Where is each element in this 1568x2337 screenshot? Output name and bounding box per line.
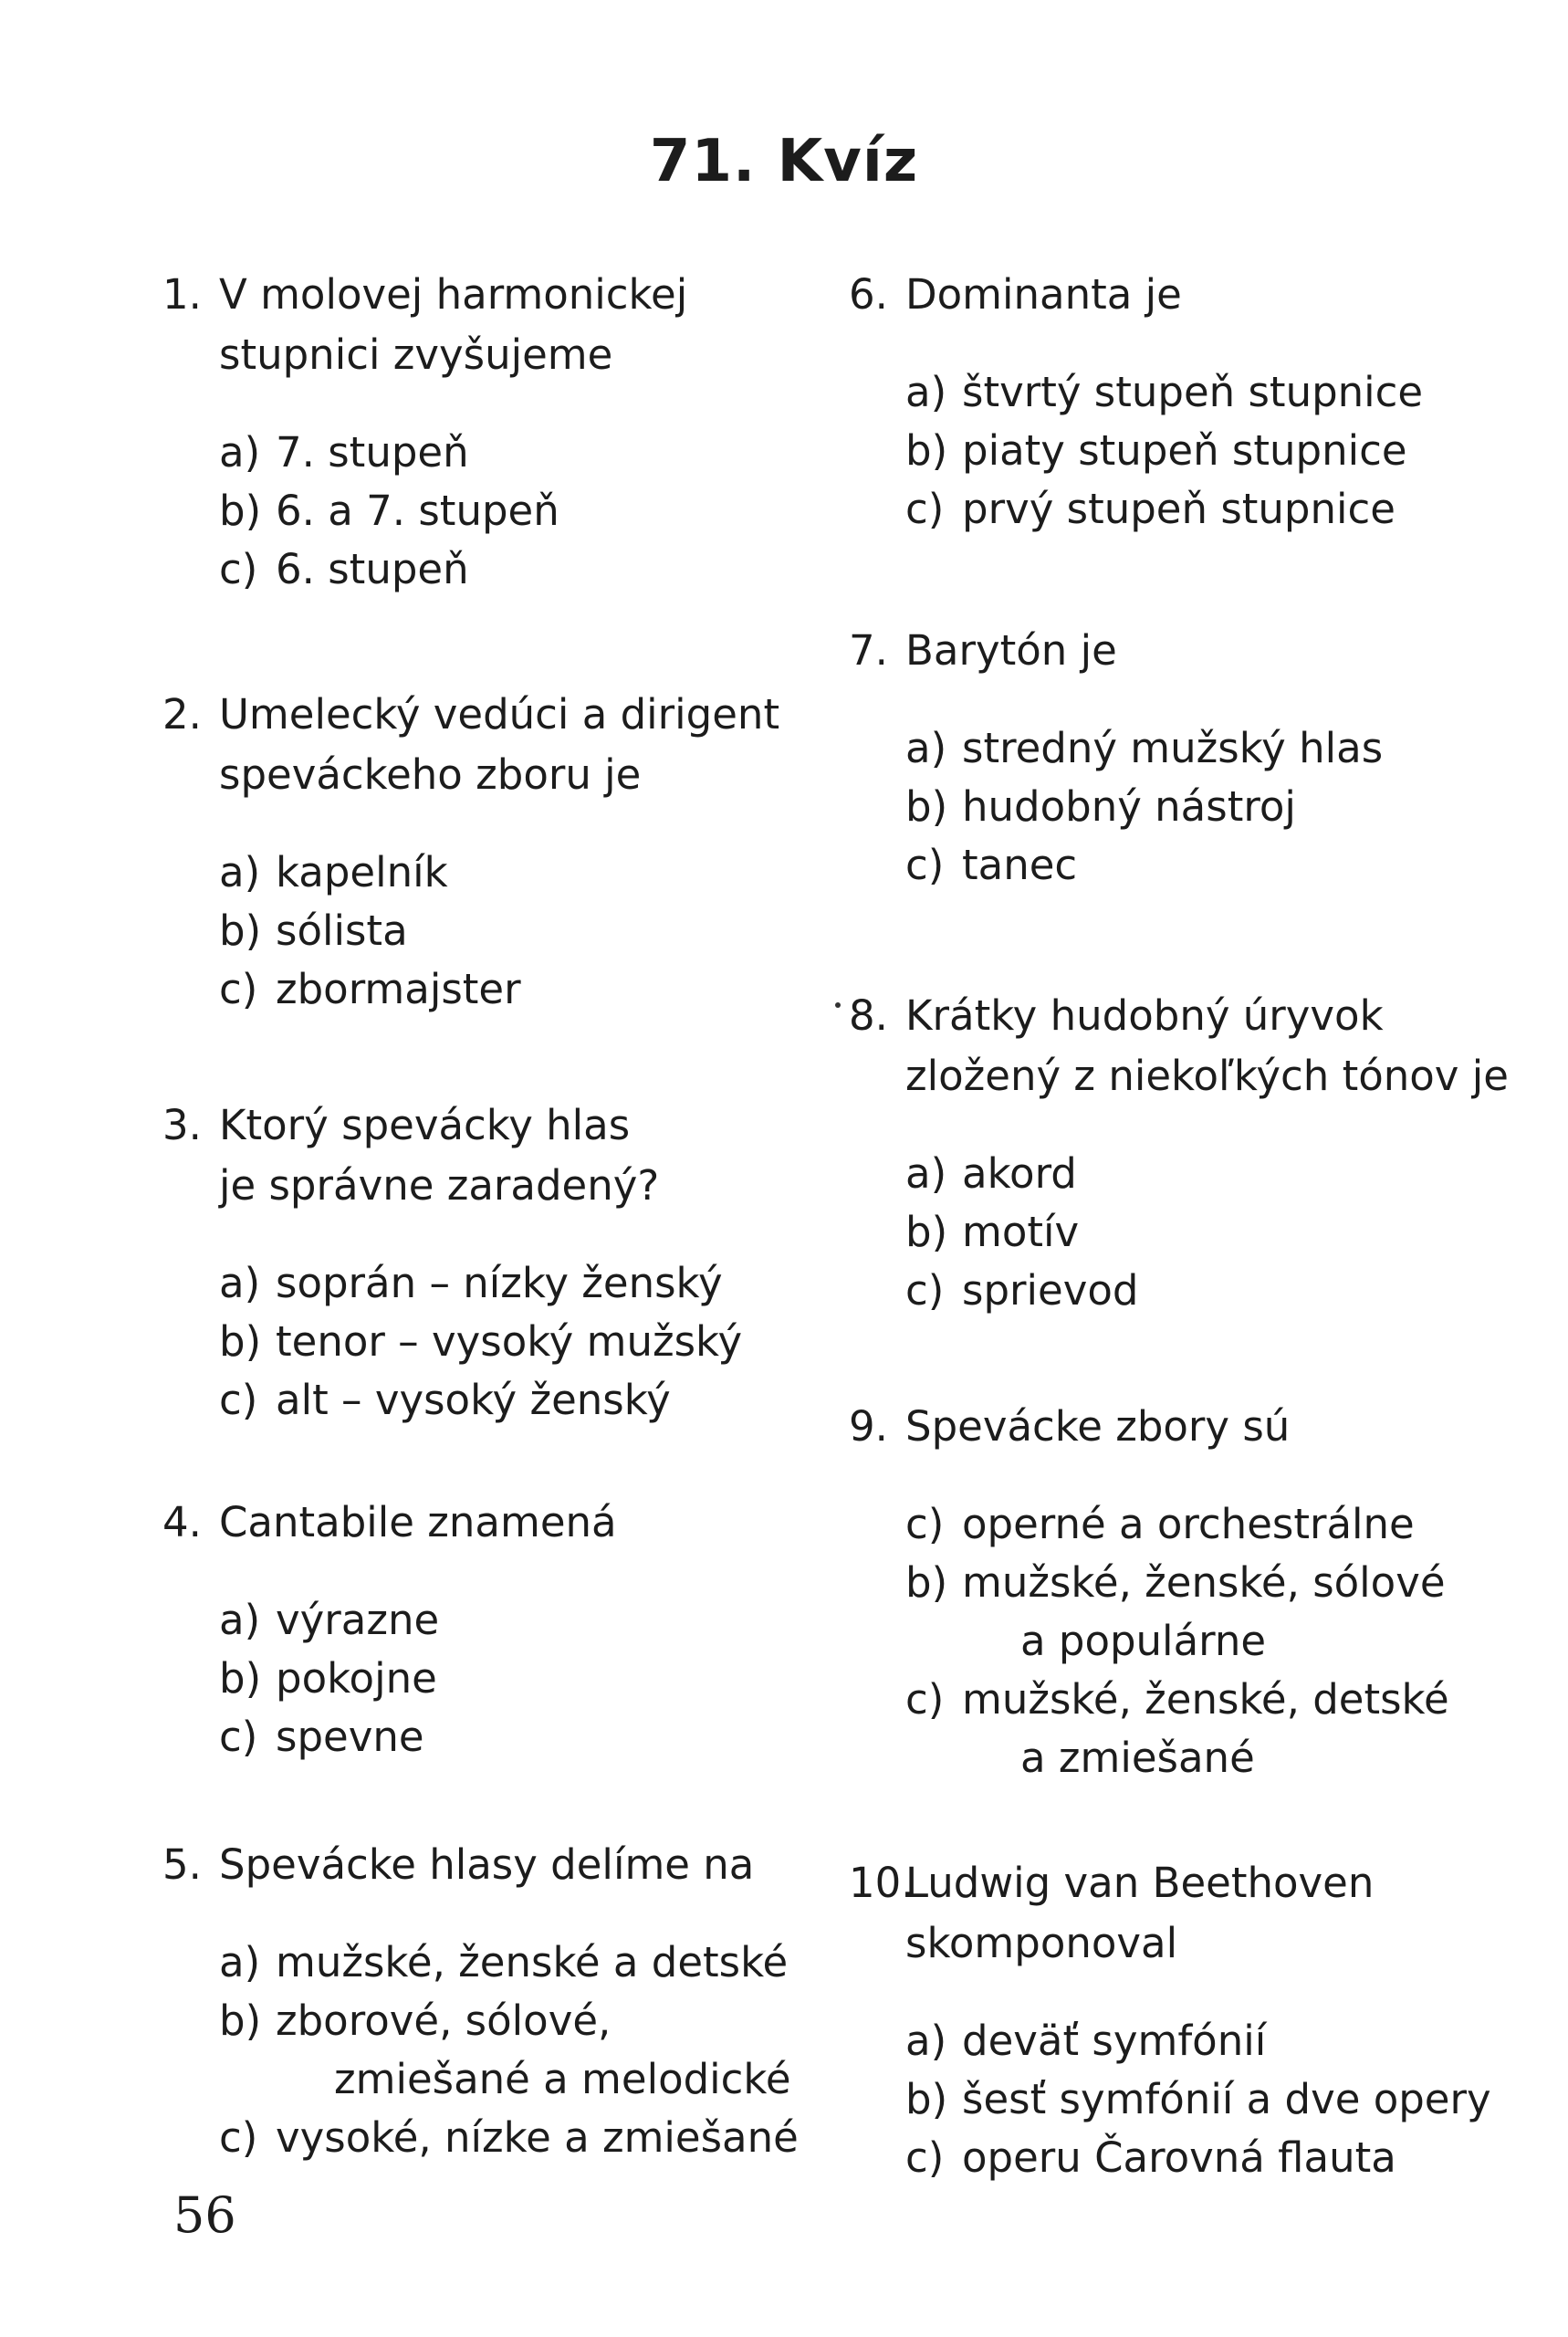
question-2 — [162, 685, 856, 1019]
answer-option — [219, 844, 856, 902]
question-10 — [849, 1853, 1542, 2187]
answer-option — [905, 1262, 1542, 1320]
question-text: Umelecký vedúci a dirigent — [219, 690, 780, 739]
question-text: stupnici zvyšujeme — [219, 330, 613, 379]
answer-option — [905, 1671, 1542, 1729]
question-text: Spevácke hlasy delíme na — [219, 1840, 755, 1889]
question-7 — [849, 621, 1542, 895]
option-letter: a) — [905, 2017, 947, 2065]
option-letter: a) — [905, 724, 947, 772]
answer-option — [219, 1708, 856, 1766]
page-title: 71. Kvíz — [649, 128, 919, 195]
option-text: pokojne — [276, 1654, 437, 1703]
question-5 — [162, 1835, 856, 2167]
answer-option — [905, 2012, 1542, 2070]
option-letter: c) — [219, 1376, 258, 1424]
option-text: 6. stupeň — [276, 545, 469, 593]
option-text: zbormajster — [276, 965, 521, 1013]
option-text: motív — [962, 1208, 1080, 1256]
option-text: 7. stupeň — [276, 428, 469, 477]
answer-option — [905, 1145, 1542, 1203]
answer-option — [905, 836, 1542, 895]
question-text: speváckeho zboru je — [219, 750, 642, 799]
option-letter: b) — [905, 1208, 948, 1256]
answer-option — [905, 778, 1542, 836]
question-text: Spevácke zbory sú — [905, 1402, 1291, 1451]
option-text: výrazne — [276, 1596, 440, 1644]
option-text: piaty stupeň stupnice — [962, 426, 1407, 475]
question-3 — [162, 1095, 856, 1430]
answer-options — [162, 1591, 856, 1766]
option-text: mužské, ženské, sólové — [962, 1558, 1446, 1607]
option-text: mužské, ženské a detské — [276, 1938, 789, 1986]
option-letter: b) — [219, 1654, 262, 1703]
option-letter: b) — [905, 782, 948, 831]
answer-options — [849, 363, 1542, 539]
option-letter: b) — [219, 487, 262, 535]
answer-option — [219, 1371, 856, 1430]
question-number: 3. — [162, 1101, 202, 1149]
question-text: je správne zaradený? — [219, 1161, 660, 1210]
answer-options — [849, 2012, 1542, 2187]
option-text: a populárne — [1020, 1617, 1267, 1665]
answer-option — [905, 480, 1542, 539]
question-number: 10. — [849, 1859, 915, 1907]
answer-options — [849, 1145, 1542, 1320]
option-letter: c) — [905, 1500, 945, 1548]
answer-option — [219, 1992, 856, 2050]
option-text: kapelník — [276, 848, 448, 896]
answer-option — [219, 902, 856, 960]
answer-option — [219, 2050, 856, 2109]
option-text: spevne — [276, 1713, 424, 1761]
answer-option — [219, 1650, 856, 1708]
option-letter: a) — [219, 1938, 261, 1986]
option-letter: b) — [905, 1558, 948, 1607]
option-letter: c) — [905, 2133, 945, 2182]
question-text: Barytón je — [905, 626, 1117, 675]
option-letter: a) — [219, 1596, 261, 1644]
option-text: hudobný nástroj — [962, 782, 1296, 831]
answer-option — [219, 482, 856, 540]
option-letter: c) — [219, 1713, 258, 1761]
answer-option — [219, 2109, 856, 2167]
answer-option — [905, 363, 1542, 422]
answer-option — [905, 2129, 1542, 2187]
page-number: 56 — [173, 2186, 236, 2244]
option-text: mužské, ženské, detské — [962, 1675, 1449, 1724]
option-letter: b) — [219, 1996, 262, 2045]
option-text: sólista — [276, 907, 408, 955]
option-letter: a) — [905, 1149, 947, 1198]
question-text: Cantabile znamená — [219, 1498, 617, 1546]
option-text: operné a orchestrálne — [962, 1500, 1415, 1548]
option-text: 6. a 7. stupeň — [276, 487, 559, 535]
question-number: 7. — [849, 626, 888, 675]
option-letter: a) — [219, 848, 261, 896]
answer-option — [219, 1591, 856, 1650]
option-letter: a) — [905, 368, 947, 416]
option-text: alt – vysoký ženský — [276, 1376, 671, 1424]
option-letter: c) — [905, 485, 945, 533]
question-number: 5. — [162, 1840, 202, 1889]
option-text: tanec — [962, 841, 1078, 889]
question-6 — [849, 265, 1542, 539]
answer-option — [905, 1554, 1542, 1612]
question-text: Dominanta je — [905, 270, 1182, 319]
option-text: tenor – vysoký mužský — [276, 1317, 743, 1366]
option-letter: b) — [219, 1317, 262, 1366]
answer-options — [849, 719, 1542, 895]
answer-options — [162, 1254, 856, 1430]
question-text: Ktorý spevácky hlas — [219, 1101, 631, 1149]
question-number: 6. — [849, 270, 888, 319]
answer-option — [905, 719, 1542, 778]
answer-option — [219, 1313, 856, 1371]
option-letter: b) — [905, 2075, 948, 2123]
option-text: šesť symfónií a dve opery — [962, 2075, 1491, 2123]
stray-dot — [835, 1002, 841, 1008]
question-number: 2. — [162, 690, 202, 739]
option-letter: a) — [219, 1259, 261, 1307]
answer-options — [849, 1495, 1542, 1787]
question-9 — [849, 1397, 1542, 1787]
option-letter: b) — [905, 426, 948, 475]
question-text: Ludwig van Beethoven — [905, 1859, 1375, 1907]
answer-option — [219, 1254, 856, 1313]
question-1 — [162, 265, 856, 599]
option-text: štvrtý stupeň stupnice — [962, 368, 1424, 416]
option-text: prvý stupeň stupnice — [962, 485, 1396, 533]
option-letter: c) — [905, 1675, 945, 1724]
option-text: sprievod — [962, 1266, 1139, 1315]
option-letter: c) — [905, 841, 945, 889]
answer-option — [905, 1495, 1542, 1554]
option-text: stredný mužský hlas — [962, 724, 1384, 772]
question-8 — [849, 986, 1542, 1320]
question-4 — [162, 1493, 856, 1766]
option-letter: c) — [905, 1266, 945, 1315]
option-letter: c) — [219, 2113, 258, 2162]
question-text: zložený z niekoľkých tónov je — [905, 1052, 1509, 1100]
question-number: 8. — [849, 991, 888, 1040]
question-text: Krátky hudobný úryvok — [905, 991, 1384, 1040]
option-text: vysoké, nízke a zmiešané — [276, 2113, 799, 2162]
answer-options — [162, 844, 856, 1019]
answer-options — [162, 1934, 856, 2167]
question-text: skomponoval — [905, 1919, 1178, 1967]
question-number: 4. — [162, 1498, 202, 1546]
option-text: soprán – nízky ženský — [276, 1259, 723, 1307]
option-text: deväť symfónií — [962, 2017, 1267, 2065]
answer-option — [219, 424, 856, 482]
answer-option — [219, 960, 856, 1019]
option-text: akord — [962, 1149, 1077, 1198]
answer-option — [219, 540, 856, 599]
answer-option — [905, 1203, 1542, 1262]
option-letter: c) — [219, 965, 258, 1013]
question-number: 1. — [162, 270, 202, 319]
option-letter: a) — [219, 428, 261, 477]
answer-option — [219, 1934, 856, 1992]
question-number: 9. — [849, 1402, 888, 1451]
answer-option — [905, 422, 1542, 480]
option-text: a zmiešané — [1020, 1734, 1255, 1782]
option-text: zborové, sólové, — [276, 1996, 612, 2045]
option-letter: b) — [219, 907, 262, 955]
option-letter: c) — [219, 545, 258, 593]
answer-option — [905, 1729, 1542, 1787]
option-text: zmiešané a melodické — [334, 2055, 791, 2103]
answer-option — [905, 2070, 1542, 2129]
option-text: operu Čarovná flauta — [962, 2133, 1396, 2182]
question-text: V molovej harmonickej — [219, 270, 688, 319]
answer-options — [162, 424, 856, 599]
answer-option — [905, 1612, 1542, 1671]
